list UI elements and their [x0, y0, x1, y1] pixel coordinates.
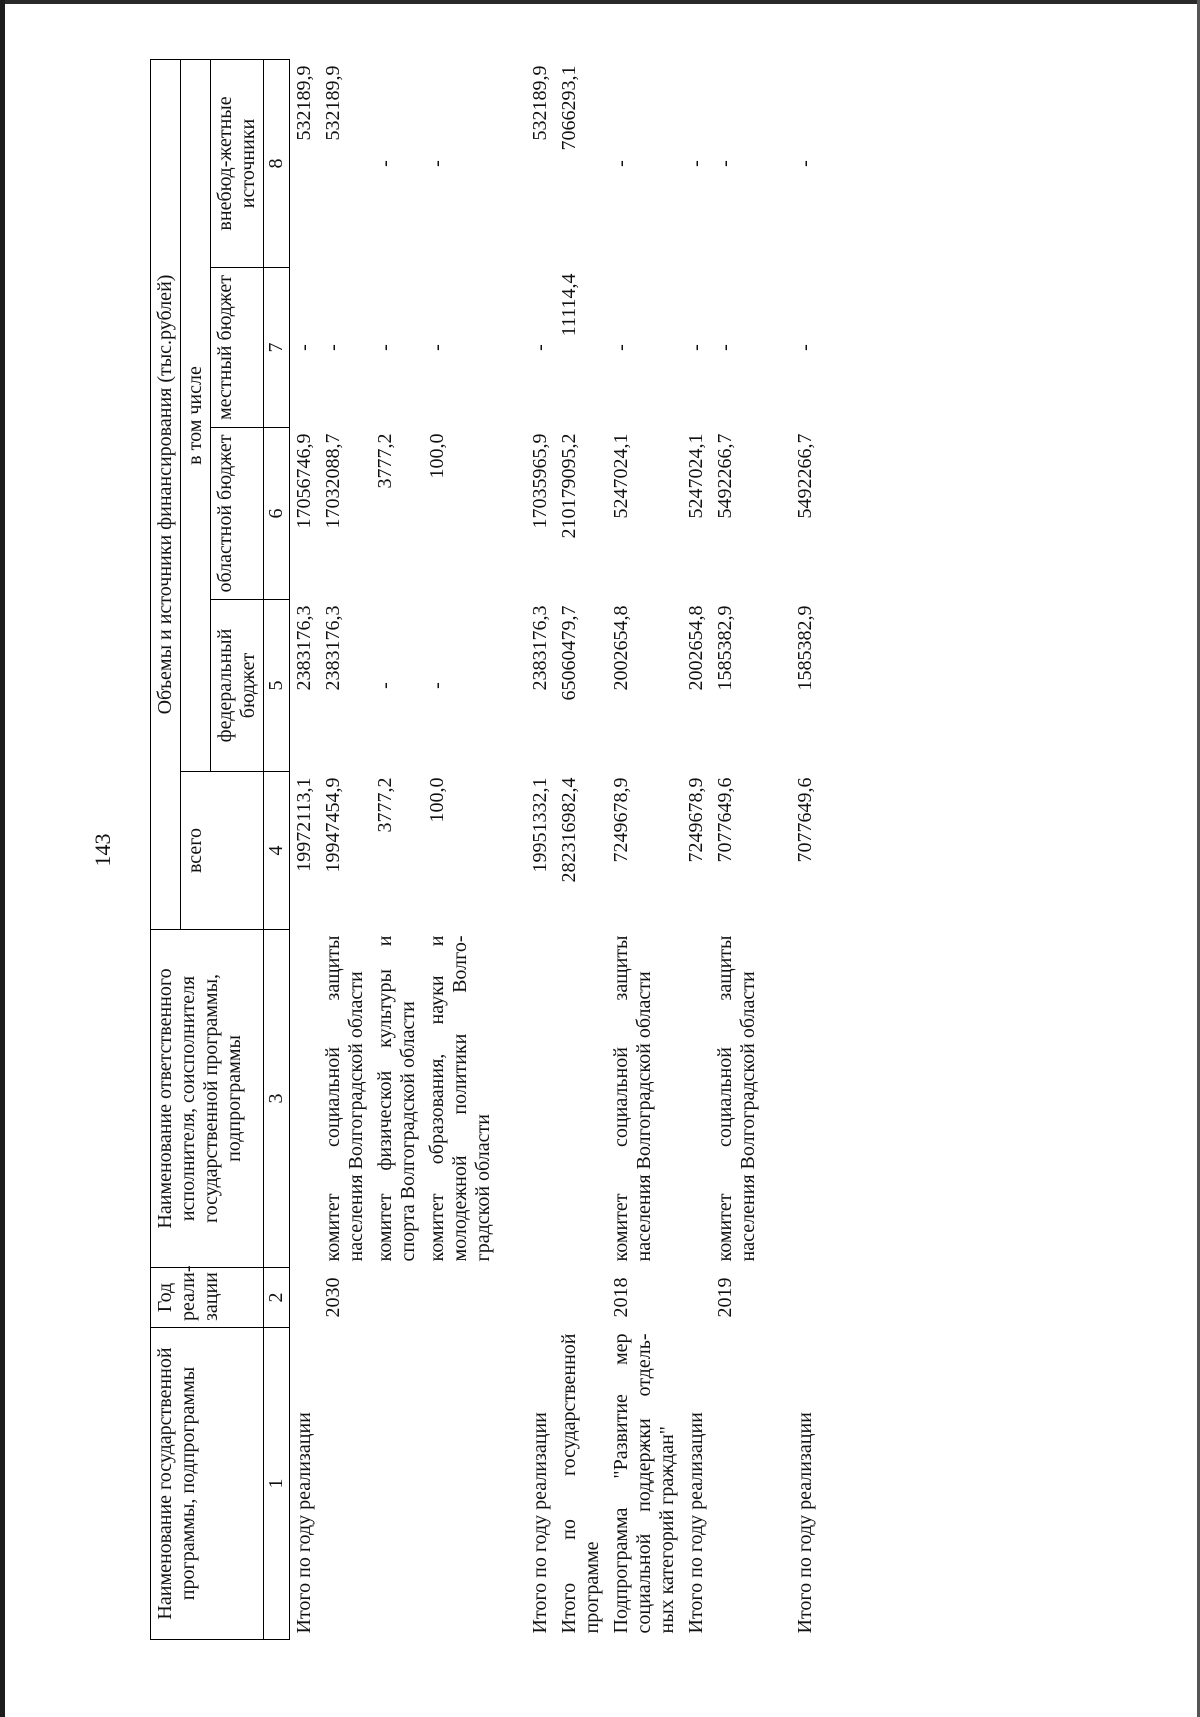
table-header [151, 59, 290, 1639]
row-name [423, 1328, 498, 1640]
row-executor [555, 930, 607, 1268]
row-regional: 17035965,9 [529, 433, 551, 529]
row-year [682, 1268, 711, 1328]
row-local: - [610, 344, 632, 351]
row-federal: 1585382,9 [794, 605, 816, 691]
header-financing-group: Объемы и источники финансирования (тыс.рублей) [151, 59, 181, 929]
row-extra: - [714, 160, 736, 167]
row-regional: 210179095,2 [558, 433, 580, 539]
row-year: 2019 [714, 1277, 736, 1318]
header-regional: областной бюджет [211, 428, 264, 600]
row-local: - [322, 344, 344, 351]
row-year [791, 1268, 820, 1328]
table-body [290, 59, 821, 1639]
row-total: 100,0 [426, 777, 448, 823]
row-federal: 2002654,8 [685, 605, 707, 691]
row-total: 7077649,6 [714, 777, 736, 863]
table-row [290, 59, 320, 1639]
row-federal: 2383176,3 [529, 605, 551, 691]
row-regional: 5492266,7 [794, 433, 816, 519]
row-executor: комитет социальной защиты населения Волгоградской области [610, 935, 655, 1262]
table-row [791, 59, 820, 1639]
row-extra: - [794, 160, 816, 167]
row-spacer [763, 59, 791, 1639]
row-name [371, 1328, 423, 1640]
column-number: 8 [264, 59, 290, 267]
row-name: Итого по году реализации [293, 1412, 315, 1634]
row-local: - [685, 344, 707, 351]
row-extra: 532189,9 [293, 65, 315, 141]
table-row [711, 59, 763, 1639]
row-regional: 17032088,7 [322, 433, 344, 529]
row-name: Итого по государственной программе [558, 1333, 603, 1634]
row-total: 19972113,1 [293, 777, 315, 872]
row-regional: 5492266,7 [714, 433, 736, 519]
row-extra: 7066293,1 [558, 65, 580, 151]
row-total: 19951332,1 [529, 777, 551, 873]
row-federal: 65060479,7 [558, 605, 580, 701]
column-number: 2 [264, 1268, 290, 1328]
financing-table [150, 59, 820, 1640]
row-year: 2030 [322, 1277, 344, 1318]
row-local: - [529, 344, 551, 351]
row-executor [526, 930, 555, 1268]
row-local: 11114,4 [558, 273, 580, 337]
header-total: всего [181, 772, 264, 930]
row-local: - [293, 344, 315, 351]
row-executor [290, 930, 320, 1268]
header-program-name: Наименование государственной программы, подпрограммы [151, 1328, 264, 1640]
header-year: Год реали-зации [151, 1268, 264, 1328]
row-extra: 532189,9 [322, 65, 344, 141]
rotated-page [88, 60, 1148, 1640]
row-executor: комитет образования, науки и молодежной политики Волго-градской области [426, 935, 494, 1262]
row-local: - [374, 344, 396, 351]
row-name [319, 1328, 371, 1640]
column-number: 4 [264, 772, 290, 930]
column-number: 3 [264, 930, 290, 1268]
row-year [526, 1268, 555, 1328]
header-extra: внебюд-жетные источники [211, 59, 264, 267]
row-executor: комитет социальной защиты населения Волгоградской области [714, 935, 759, 1262]
row-executor: комитет социальной защиты населения Волгоградской области [322, 935, 367, 1262]
row-name: Итого по году реализации [529, 1412, 551, 1634]
row-name: Итого по году реализации [794, 1412, 816, 1634]
header-federal: федеральный бюджет [211, 600, 264, 772]
row-local: - [426, 344, 448, 351]
row-executor: комитет физической культуры и спорта Волгоградской области [374, 935, 419, 1262]
row-spacer [498, 59, 526, 1639]
row-extra: - [610, 160, 632, 167]
row-total: 282316982,4 [558, 777, 580, 883]
row-local: - [794, 344, 816, 351]
row-federal: 1585382,9 [714, 605, 736, 691]
row-name [711, 1328, 763, 1640]
column-number: 6 [264, 428, 290, 600]
scan-edge-left [0, 0, 5, 1717]
row-year [290, 1268, 320, 1328]
row-year [371, 1268, 423, 1328]
header-local: местный бюджет [211, 268, 264, 428]
row-total: 7249678,9 [685, 777, 707, 863]
row-regional: 100,0 [426, 433, 448, 479]
row-total: 7249678,9 [610, 777, 632, 863]
row-total: 7077649,6 [794, 777, 816, 863]
header-executor: Наименование ответственного исполнителя, соисполнителя государственной программы, подпрограммы [151, 930, 264, 1268]
header-including: в том числе [181, 59, 211, 771]
row-extra: 532189,9 [529, 65, 551, 141]
table-row [423, 59, 498, 1639]
table-row [607, 59, 682, 1639]
row-executor [791, 930, 820, 1268]
row-federal: 2002654,8 [610, 605, 632, 691]
table-row [371, 59, 423, 1639]
row-regional: 5247024,1 [685, 433, 707, 519]
row-year [555, 1268, 607, 1328]
table-row [319, 59, 371, 1639]
table-row [526, 59, 555, 1639]
column-number: 7 [264, 268, 290, 428]
row-federal: - [374, 682, 396, 689]
row-regional: 3777,2 [374, 433, 396, 489]
scan-edge-top [0, 0, 1200, 4]
page-number: 143 [90, 833, 115, 867]
header-column-numbers [264, 59, 290, 1639]
column-number: 5 [264, 600, 290, 772]
row-extra: - [426, 160, 448, 167]
row-extra: - [374, 160, 396, 167]
column-number: 1 [264, 1328, 290, 1640]
row-extra: - [685, 160, 707, 167]
row-name: Итого по году реализации [685, 1412, 707, 1634]
row-total: 3777,2 [374, 777, 396, 833]
row-federal: - [426, 682, 448, 689]
row-regional: 17056746,9 [293, 433, 315, 529]
table-row [555, 59, 607, 1639]
row-year [423, 1268, 498, 1328]
row-name: Подпрограмма "Развитие мер социальной поддержки отдель-ных категорий граждан" [610, 1333, 678, 1634]
row-total: 19947454,9 [322, 777, 344, 873]
row-local: - [714, 344, 736, 351]
row-executor [682, 930, 711, 1268]
row-federal: 2383176,3 [322, 605, 344, 691]
row-federal: 2383176,3 [293, 605, 315, 691]
table-row [682, 59, 711, 1639]
row-year: 2018 [610, 1277, 632, 1318]
row-regional: 5247024,1 [610, 433, 632, 519]
